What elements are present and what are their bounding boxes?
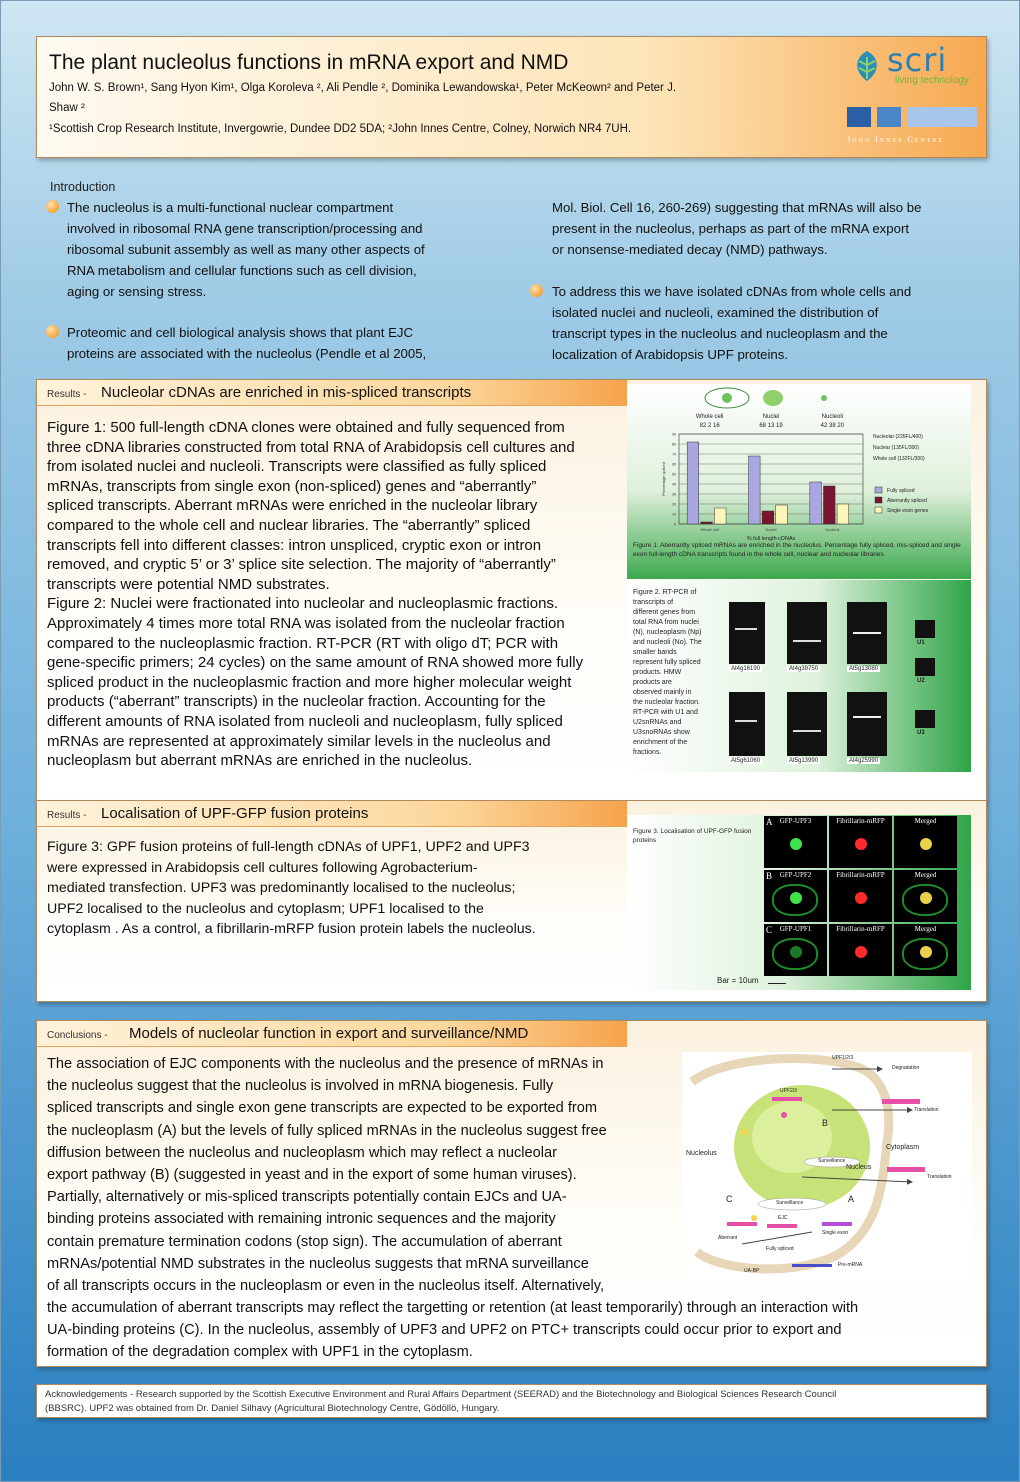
body-line: removed, and cryptic 5’ or 3’ splice site selection. The majority of “aberrantly” (47, 556, 556, 574)
body-line: UPF2 localised to the nucleolus and cytoplasm; UPF1 localised to the (47, 900, 484, 917)
body-line: of all transcripts occurs in the nucleoplasm or even in the nucleolus itself. Alternatively, (47, 1278, 604, 1295)
body-line: different amounts of RNA isolated from nucleoli and nucleoplasm, fully spliced (47, 712, 563, 730)
category-label: Nucleoli (821, 414, 844, 420)
nucleus-icon (722, 393, 732, 403)
caption-line: the nucleolar fraction. (633, 699, 700, 706)
gel-image (915, 658, 935, 676)
micrograph-label: GFP-UPF1 (779, 925, 812, 933)
caption-line: and nucleoli (No). The (633, 639, 702, 646)
gel-right-label: U1 (917, 640, 925, 646)
conclusions-body-wide (47, 1297, 982, 1364)
fluorescent-spot (855, 838, 867, 850)
body-line: compared to the nucleoplasmic fraction. RT-PCR (RT with oligo dT; PCR with (47, 634, 559, 652)
micrograph-label: Merged (914, 925, 937, 933)
x-axis-label: % full length cDNAs (746, 536, 796, 542)
diagram-label: Fully spliced (766, 1246, 794, 1252)
body-line: spliced transcripts and single exon gene transcripts are expected to be exported from (47, 1100, 598, 1117)
intro-line: aging or sensing stress. (67, 284, 207, 299)
caption-line: represent fully spliced (633, 659, 701, 666)
caption-line: fractions. (633, 749, 662, 756)
intro-line: The nucleolus is a multi-functional nuclear compartment (67, 200, 394, 215)
micrograph-label: GFP-UPF3 (779, 817, 812, 825)
results2-prefix: Results - (47, 810, 87, 821)
gel-label: At5g61060 (731, 758, 761, 764)
results2-title: Localisation of UPF-GFP fusion proteins (101, 805, 369, 822)
caption-line: enrichment of the (633, 739, 688, 746)
gel-image (787, 602, 827, 664)
caption-line: (N), nucleoplasm (Np) (633, 629, 702, 636)
bar-aberrantly-spliced (762, 511, 774, 524)
y-tick-label: 20 (672, 502, 676, 507)
body-line: Figure 3: GPF fusion proteins of full-length cDNAs of UPF1, UPF2 and UPF3 (47, 839, 530, 855)
ack-line-2: (BBSRC). UPF2 was obtained from Dr. Daniel Silhavy (Agricultural Biotechnology Centre, Gödöllö, Hungary. (45, 1403, 500, 1414)
gel-band (853, 632, 881, 634)
diagram-label: UPF1/2/3 (832, 1055, 854, 1061)
body-line: Approximately 4 times more total RNA was isolated from the nucleolar fraction (47, 614, 565, 632)
scri-logo (847, 41, 977, 89)
legend-swatch (875, 487, 882, 493)
category-label: Nuclei (762, 414, 780, 420)
gel-image (915, 710, 935, 728)
gel-right-label: U2 (917, 678, 925, 684)
gel-band (793, 640, 821, 642)
conclusions-header (37, 1021, 627, 1047)
intro-line: ribosomal subunit assembly as well as many other aspects of (67, 242, 425, 257)
model-diagram (682, 1052, 972, 1280)
body-line: transcripts fell into different classes: intron unspliced, cryptic exon or intron (47, 536, 542, 554)
x-tick-label: Whole cell (700, 527, 719, 532)
results1-prefix: Results - (47, 389, 87, 400)
diagram-label: Aberrant (718, 1235, 738, 1241)
figure3-caption: Figure 3. Localisation of UPF-GFP fusion proteins (633, 828, 752, 844)
intro-line: present in the nucleolus, perhaps as part of the mRNA export (552, 221, 909, 236)
body-line: three cDNA libraries constructed from total RNA of Arabidopsis cell cultures and (47, 438, 575, 456)
body-line: from isolated nuclei and nucleoli. Transcripts were classified as fully spliced (47, 458, 547, 476)
caption-line: products. HMW (633, 669, 682, 676)
y-tick-label: 70 (672, 452, 676, 457)
body-line: The association of EJC components with the nucleolus and the presence of mRNAs in (47, 1056, 604, 1072)
jic-square-2 (877, 107, 901, 127)
micrograph-cell (764, 816, 827, 868)
title-panel (36, 36, 987, 158)
bar-fully-spliced (810, 482, 822, 524)
diagram-label: Cytoplasm (886, 1144, 920, 1151)
ack-panel (36, 1384, 987, 1418)
bar-fully-spliced (749, 456, 761, 524)
gel-label: At5g13990 (789, 758, 819, 764)
micrograph-cell (764, 924, 827, 976)
caption-line: U3snoRNAs show (633, 729, 690, 736)
figure3-grid (764, 816, 959, 974)
diagram-label: A (848, 1194, 855, 1204)
body-line: gene-specific primers; 24 cycles) on the same amount of RNA showed more fully (47, 654, 584, 672)
body-line: the nucleoplasm (A) but the levels of fully spliced mRNAs in the nucleolus suggest free (47, 1122, 607, 1139)
caption-line: observed mainly in (633, 689, 692, 696)
bar-aberrantly-spliced (823, 486, 835, 524)
gel-band (853, 716, 881, 718)
diagram-label: Surveillance (776, 1200, 804, 1206)
bar-fully-spliced (687, 442, 699, 524)
diagram-label: B (822, 1118, 829, 1128)
conclusions-prefix: Conclusions - (47, 1030, 108, 1041)
fluorescent-spot (855, 946, 867, 958)
y-tick-label: 80 (672, 442, 676, 447)
body-line: mRNAs, transcripts from single exon (non-spliced) genes and “aberrantly” (47, 477, 537, 495)
nucleolus-icon (821, 395, 827, 401)
bullet-icon (46, 325, 59, 338)
micrograph-cell (894, 870, 957, 922)
scri-wordmark: scri (887, 41, 948, 79)
gel-image (787, 692, 827, 756)
bar-single-exon-genes (776, 505, 788, 524)
scale-bar-label: Bar = 10um (717, 976, 759, 985)
row-letter: B (766, 871, 773, 881)
fluorescent-spot (920, 838, 932, 850)
bullet-icon (46, 200, 59, 213)
figure2-caption (633, 588, 723, 758)
jic-logo (847, 107, 977, 149)
x-tick-label: Nucleoli (825, 527, 840, 532)
diagram-label: EJC (778, 1215, 788, 1221)
caption-line: different genes from (633, 609, 696, 616)
body-line: mRNAs/potential NMD substrates in the nucleolus suggests that mRNA surveillance (47, 1255, 589, 1272)
scri-tagline: living technology (895, 75, 969, 86)
y-axis-label: Percentage spliced (661, 461, 666, 497)
body-line: export pathway (B) (suggested in yeast and in the export of some human viruses). (47, 1167, 577, 1184)
intro-line: Proteomic and cell biological analysis shows that plant EJC (67, 325, 413, 340)
conclusions-body-narrow (47, 1053, 667, 1297)
results1-header (37, 380, 627, 406)
authors-line-2: Shaw ² (49, 102, 85, 114)
gel-band (735, 720, 757, 722)
caption-line: total RNA from nuclei (633, 619, 699, 626)
body-line: UA-binding proteins (C). In the nucleolus, assembly of UPF3 and UPF2 on PTC+ transcripts could occur prior to export and (47, 1322, 842, 1339)
y-tick-label: 50 (672, 472, 676, 477)
y-tick-label: 60 (672, 462, 676, 467)
gel-right-label: U3 (917, 730, 925, 736)
figure2-box (627, 580, 971, 772)
body-line: spliced product in the nucleoplasmic fraction and more higher molecular weight (47, 673, 572, 691)
intro-line: involved in ribosomal RNA gene transcription/processing and (67, 221, 423, 236)
caption-line: RT-PCR with U1 and (633, 709, 698, 716)
figure1-box (627, 384, 971, 579)
intro-line: isolated nuclei and nucleoli, examined the distribution of (552, 305, 879, 320)
body-line: diffusion between the nucleolus and nucleoplasm which may reflect a nucleolar (47, 1144, 558, 1161)
legend-swatch (875, 507, 882, 513)
diagram-label: C (726, 1194, 733, 1204)
nucleus-icon (763, 390, 783, 406)
diagram-label: UPF2/3 (780, 1088, 797, 1094)
diagram-label: UA-BP (744, 1268, 760, 1274)
intro-line: RNA metabolism and cellular functions such as cell division, (67, 263, 417, 278)
micrograph-label: Merged (914, 817, 937, 825)
diagram-label: Nucleolus (686, 1150, 717, 1157)
caption-line: U2snRNAs and (633, 719, 682, 726)
results2-header (37, 801, 627, 827)
gel-label: At4g25990 (849, 758, 879, 764)
y-tick-label: 90 (672, 432, 676, 437)
body-line: mRNAs are represented at approximately similar levels in the nucleolus and (47, 732, 551, 750)
cytoplasm-signal (772, 938, 818, 970)
micrograph-label: GFP-UPF2 (779, 871, 812, 879)
diagram-label: Translation (914, 1107, 939, 1113)
results1-body (47, 418, 632, 771)
results1-title: Nucleolar cDNAs are enriched in mis-spliced transcripts (101, 384, 472, 401)
intro-line: proteins are associated with the nucleolus (Pendle et al 2005, (67, 346, 427, 361)
plot-area (679, 434, 863, 524)
gel-band (793, 730, 821, 732)
figure1-caption: Figure 1. Aberrantly spliced mRNAs are enriched in the nucleolus. Percentage fully spliced, mis-spliced and single exon full-length cDNA transcripts found in the whole cell, nuclear and nucleolar libraries. (633, 542, 961, 558)
body-line: spliced transcripts. Aberrant mRNAs were enriched in the nucleolar library (47, 497, 538, 515)
library-label: Nucleolar (226FL/400) (873, 434, 923, 440)
conclusions-title: Models of nucleolar function in export and surveillance/NMD (129, 1025, 529, 1042)
row-letter: A (766, 817, 773, 827)
intro-line: Mol. Biol. Cell 16, 260-269) suggesting that mRNAs will also be (552, 200, 922, 215)
bar-single-exon-genes (837, 504, 849, 524)
intro-line: To address this we have isolated cDNAs from whole cells and (552, 284, 912, 299)
fluorescent-spot (790, 838, 802, 850)
body-line: Partially, alternatively or mis-spliced transcripts potentially contain EJCs and UA- (47, 1189, 567, 1206)
bar-aberrantly-spliced (701, 522, 713, 524)
gel-image (847, 692, 887, 756)
category-count: 42 38 20 (820, 423, 845, 429)
caption-line: products are (633, 679, 672, 686)
legend-label: Single exon genes (887, 508, 929, 514)
fluorescent-spot (855, 892, 867, 904)
micrograph-label: Fibrillarin-mRFP (836, 871, 885, 879)
legend-label: Fully spliced (887, 488, 915, 494)
micrograph-label: Fibrillarin-mRFP (836, 925, 885, 933)
scri-leaf-icon (847, 47, 887, 87)
micrograph-cell (829, 816, 892, 868)
body-line: the accumulation of aberrant transcripts may reflect the targetting or retention (at least temporarily) through an interaction with (47, 1300, 859, 1316)
jic-square-3 (907, 107, 977, 127)
intro-line: or nonsense-mediated decay (NMD) pathways. (552, 242, 828, 257)
gel-label: At4g16190 (731, 666, 761, 672)
caption-line: transcripts of (633, 599, 674, 606)
body-line: nucleoplasm but aberrant mRNAs are enriched in the nucleolus. (47, 752, 473, 770)
x-tick-label: Nuclei (765, 527, 777, 532)
diagram-label: Degradation (892, 1065, 920, 1071)
legend-label: Aberrantly spliced (887, 498, 927, 504)
micrograph-cell (894, 816, 957, 868)
results2-body (47, 837, 632, 940)
category-count: 82 2 16 (699, 423, 720, 429)
micrograph-cell (764, 870, 827, 922)
gel-image (729, 692, 765, 756)
body-line: contain premature termination codons (stop sign). The accumulation of aberrant (47, 1233, 562, 1250)
y-tick-label: 40 (672, 482, 676, 487)
body-line: Figure 2: Nuclei were fractionated into nucleolar and nucleoplasmic fractions. (47, 595, 559, 613)
body-line: mediated transfection. UPF3 was predominantly localised to the nucleolus; (47, 880, 516, 896)
y-tick-label: 10 (672, 512, 676, 517)
gel-image (915, 620, 935, 638)
scale-bar (768, 983, 786, 984)
micrograph-cell (894, 924, 957, 976)
micrograph-label: Fibrillarin-mRFP (836, 817, 885, 825)
bullet-icon (530, 284, 543, 297)
body-line: compared to the whole cell and nuclear libraries. The “aberrantly” spliced (47, 516, 531, 534)
body-line: binding proteins associated with remaining intronic sequences and the majority (47, 1211, 556, 1228)
gel-image (729, 602, 765, 664)
gel-band (735, 628, 757, 630)
diagram-label: Surveillance (818, 1158, 846, 1164)
authors-line-1: John W. S. Brown¹, Sang Hyon Kim¹, Olga Koroleva ², Ali Pendle ², Dominika Lewandowska¹, Peter McKeown² and Peter J. (49, 82, 677, 94)
legend-swatch (875, 497, 882, 503)
intro-line: localization of Arabidopsis UPF proteins. (552, 347, 789, 362)
library-label: Nuclear (135FL/300) (873, 445, 919, 451)
cytoplasm-signal (902, 938, 948, 970)
category-count: 68 13 19 (759, 423, 783, 429)
model-diagram-svg (682, 1052, 972, 1280)
body-line: transcripts were potential NMD substrates. (47, 575, 330, 593)
micrograph-cell (829, 924, 892, 976)
poster-title: The plant nucleolus functions in mRNA export and NMD (49, 51, 569, 74)
body-line: formation of the degradation complex with UPF1 in the cytoplasm. (47, 1344, 473, 1361)
figure3-box (627, 815, 971, 990)
cytoplasm-signal (772, 884, 818, 916)
jic-square-1 (847, 107, 871, 127)
intro-heading: Introduction (50, 180, 116, 194)
jic-wordmark: John Innes Centre (847, 135, 945, 144)
caption-line: Figure 2. RT-PCR of (633, 589, 697, 596)
bar-single-exon-genes (714, 508, 726, 524)
diagram-label: Single exon (822, 1230, 849, 1236)
category-label: Whole cell (695, 414, 724, 420)
micrograph-label: Merged (914, 871, 937, 879)
body-line: products (“aberrant” transcripts) in the nucleolar fraction. Accounting for the (47, 693, 546, 711)
diagram-label: Nucleus (846, 1164, 872, 1171)
y-tick-label: 0 (674, 522, 676, 527)
body-line: the nucleolus suggest that the nucleolus is involved in mRNA biogenesis. Fully (47, 1078, 554, 1095)
body-line: Figure 1: 500 full-length cDNA clones were obtained and fully sequenced from (47, 419, 565, 436)
gel-label: At4g39750 (789, 666, 819, 672)
library-label: Whole cell (132FL/300) (873, 456, 925, 462)
body-line: were expressed in Arabidopsis cell cultures following Agrobacterium- (47, 859, 478, 876)
row-letter: C (766, 925, 773, 935)
y-tick-label: 30 (672, 492, 676, 497)
cytoplasm-signal (902, 884, 948, 916)
intro-line: transcript types in the nucleolus and nucleoplasm and the (552, 326, 888, 341)
body-line: cytoplasm . As a control, a fibrillarin-mRFP fusion protein labels the nucleolus. (47, 921, 536, 937)
gel-label: At5g13080 (849, 666, 879, 672)
caption-line: smaller bands (633, 649, 677, 656)
diagram-label: Translation (927, 1174, 952, 1180)
diagram-label: Pre-mRNA (838, 1262, 863, 1268)
ack-line-1: Acknowledgements - Research supported by the Scottish Executive Environment and Rural Affairs Department (SEERAD) and the Biotechnology and Biological Sciences Research Council (45, 1389, 837, 1400)
micrograph-cell (829, 870, 892, 922)
affiliations: ¹Scottish Crop Research Institute, Invergowrie, Dundee DD2 5DA; ²John Innes Centre, Colney, Norwich NR4 7UH. (49, 123, 632, 135)
